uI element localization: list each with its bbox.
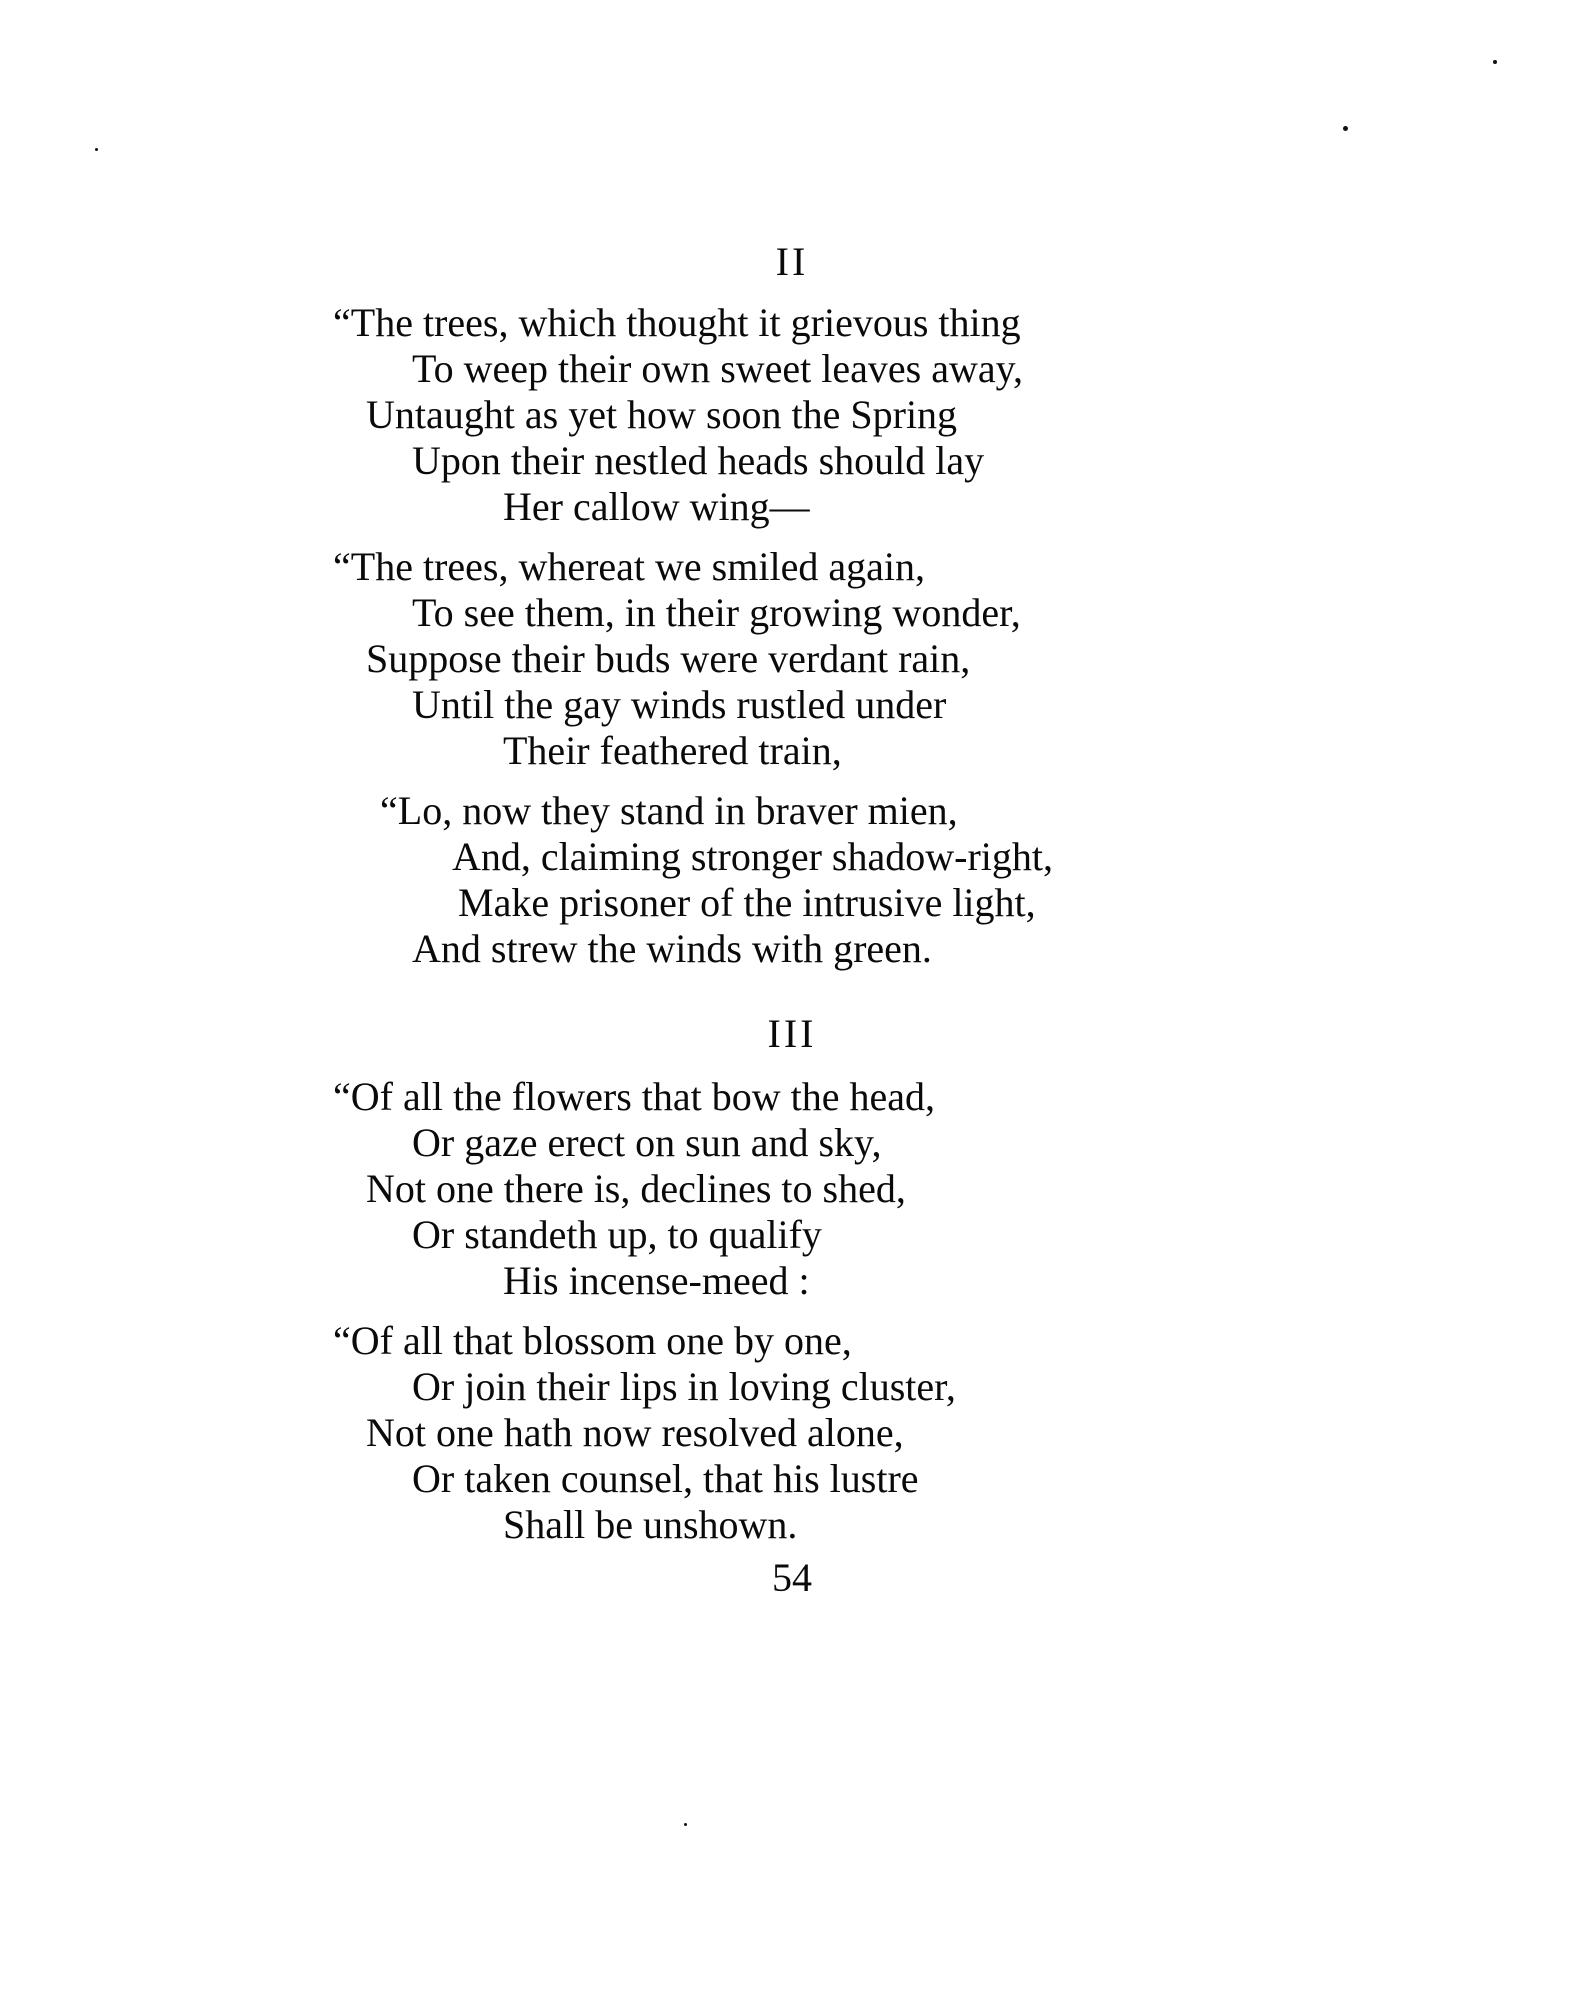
verse-line: “Lo, now they stand in braver mien, [380,788,958,833]
verse-line: Not one hath now resolved alone, [366,1410,904,1455]
verse-line: To see them, in their growing wonder, [412,590,1021,635]
verse-line: To weep their own sweet leaves away, [412,346,1024,391]
verse-line: Upon their nestled heads should lay [412,438,985,483]
verse-line: His incense-meed : [503,1258,810,1303]
verse-line: Or join their lips in loving cluster, [412,1364,956,1409]
verse-line: Suppose their buds were verdant rain, [366,636,971,681]
verse-line: Or standeth up, to qualify [412,1212,822,1257]
verse-line: “The trees, whereat we smiled again, [333,544,925,589]
verse-line: Untaught as yet how soon the Spring [366,392,958,437]
verse-line: Not one there is, declines to shed, [366,1166,906,1211]
verse-line: Shall be unshown. [503,1502,798,1547]
verse-line: “Of all that blossom one by one, [333,1318,852,1363]
section-heading-ii: II [775,239,809,284]
section-heading-iii: III [767,1011,817,1056]
verse-line: Her callow wing— [503,484,810,529]
verse-line: “Of all the flowers that bow the head, [333,1074,936,1119]
verse-line: And, claiming stronger shadow-right, [452,834,1053,879]
verse-line: And strew the winds with green. [412,926,932,971]
verse-line: “The trees, which thought it grievous thing [333,300,1021,345]
verse-line: Or taken counsel, that his lustre [412,1456,919,1501]
verse-line: Make prisoner of the intrusive light, [458,880,1036,925]
verse-line: Their feathered train, [503,728,842,773]
print-speck [1493,60,1497,64]
page-number: 54 [772,1555,812,1600]
verse-line: Until the gay winds rustled under [412,682,947,727]
print-speck [1343,126,1348,131]
print-speck [684,1823,687,1826]
print-speck [95,148,98,151]
verse-line: Or gaze erect on sun and sky, [412,1120,882,1165]
